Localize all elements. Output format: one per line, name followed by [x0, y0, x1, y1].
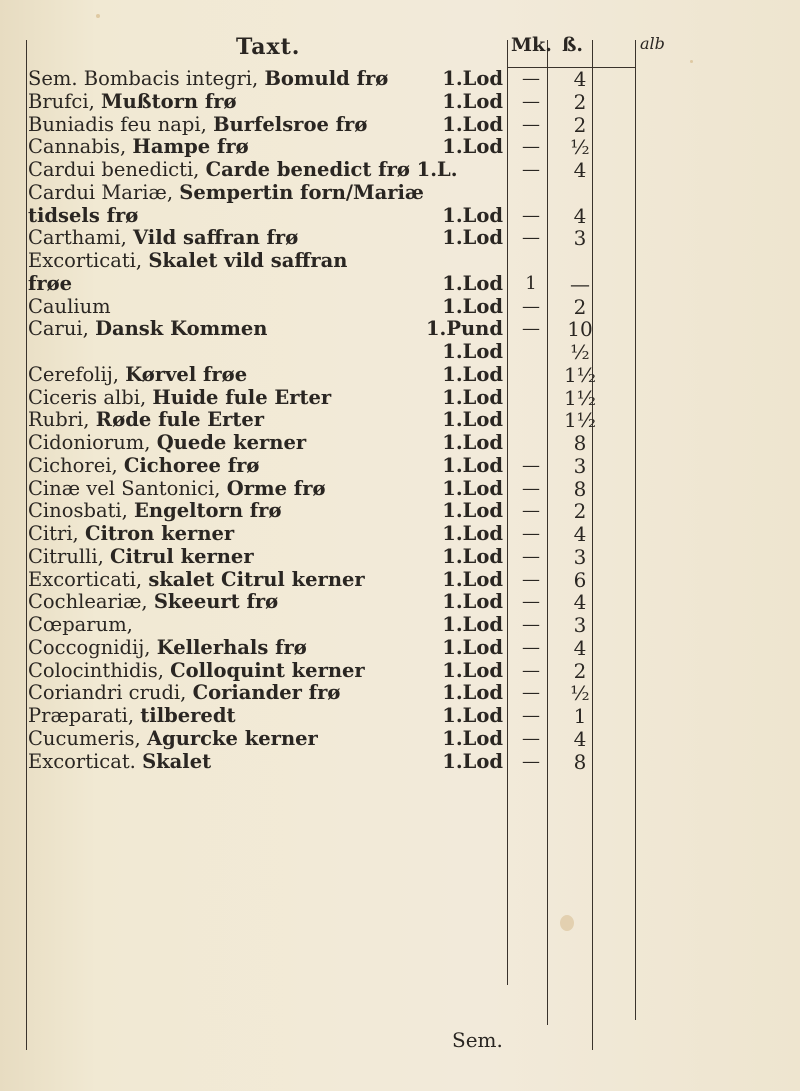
table-row	[28, 317, 593, 342]
vernacular-name: tilberedt	[140, 704, 236, 727]
vernacular-name: skalet Citrul kerner	[148, 567, 365, 591]
vernacular-name: Skeeurt frø	[153, 590, 279, 614]
skilling-value: ½	[570, 681, 590, 706]
mark-value: —	[522, 90, 540, 112]
vernacular-name: Vild saffran frø	[133, 226, 299, 250]
vernacular-name: Skalet	[142, 749, 212, 773]
table-row	[28, 294, 587, 319]
latin-name: Excorticati,	[28, 249, 149, 272]
skilling-value: 4	[573, 522, 587, 546]
entry-name	[28, 591, 278, 614]
entry-name	[28, 273, 72, 296]
unit-measure: 1.Lod	[442, 67, 503, 90]
vernacular-name: Røde fule Erter	[95, 408, 265, 432]
vernacular-name: Sempertin forn/Mariæ	[179, 180, 424, 204]
entry-name	[28, 614, 133, 637]
entry-name	[28, 387, 331, 410]
skilling-value: 2	[573, 294, 587, 319]
latin-name: Præparati,	[28, 704, 141, 727]
vernacular-name: Cichoree frø	[123, 453, 260, 477]
unit-measure: 1.Lod	[442, 567, 503, 591]
table-row	[28, 658, 587, 683]
latin-name: Sem. Bombacis integri,	[28, 67, 265, 90]
mark-value: —	[522, 113, 540, 135]
latin-name: Cerefolij,	[28, 362, 126, 386]
mark-value: —	[522, 659, 540, 681]
entry-name	[28, 182, 424, 205]
paper-speckle	[690, 60, 693, 63]
table-row	[28, 431, 587, 455]
skilling-value: 2	[573, 89, 587, 114]
table-row	[28, 67, 587, 91]
table-row	[28, 271, 590, 296]
column-rule-4	[635, 40, 636, 1020]
skilling-value: 8	[573, 476, 587, 501]
unit-measure: 1.Lod	[442, 613, 503, 636]
entry-name	[28, 546, 254, 569]
vernacular-name: Hampe frø	[132, 135, 249, 159]
unit-measure: 1.Lod	[442, 704, 503, 727]
unit-measure: 1.Lod	[442, 340, 503, 363]
entry-name	[28, 296, 111, 319]
unit-measure: 1.Lod	[442, 362, 503, 386]
entry-name	[28, 227, 298, 250]
skilling-value: 3	[573, 544, 587, 569]
latin-name: Cardui benedicti,	[28, 158, 206, 181]
mark-value: —	[522, 727, 540, 749]
unit-measure: 1.Lod	[442, 431, 503, 454]
latin-name: Excorticati,	[28, 567, 149, 591]
mark-value: —	[522, 500, 540, 522]
mark-value: —	[522, 159, 540, 180]
table-row	[28, 681, 590, 706]
latin-name: Caulium	[28, 294, 111, 318]
entry-name	[28, 159, 458, 182]
entry-name	[28, 682, 340, 705]
mark-value: —	[522, 523, 540, 544]
unit-measure: 1.Lod	[442, 590, 503, 614]
table-row	[28, 250, 507, 273]
latin-name: Brufci,	[28, 89, 101, 113]
entry-name	[28, 432, 306, 455]
column-rule-1	[507, 40, 508, 985]
entry-name	[28, 569, 365, 592]
entry-name	[28, 660, 365, 683]
entry-name	[28, 478, 325, 501]
mark-value: —	[522, 204, 540, 226]
latin-name: Cœparum,	[28, 613, 133, 636]
mark-value: —	[522, 568, 540, 590]
skilling-value: 2	[573, 112, 587, 137]
mark-value: —	[522, 636, 540, 658]
mark-value: —	[522, 750, 540, 772]
skilling-value: 8	[573, 431, 587, 455]
entry-name	[28, 205, 138, 228]
mark-value: —	[522, 68, 540, 89]
table-row	[28, 453, 587, 478]
column-header-alb: alb	[640, 34, 665, 53]
mark-value: —	[522, 545, 540, 567]
latin-name: Cinosbati,	[28, 499, 135, 523]
entry-name	[28, 705, 235, 728]
latin-name: Cannabis,	[28, 135, 133, 159]
mark-value: —	[522, 227, 540, 249]
skilling-value: 3	[573, 226, 587, 251]
vernacular-name: Citron kerner	[84, 522, 235, 545]
mark-value: —	[522, 705, 540, 726]
vernacular-name: Coriander frø	[192, 681, 341, 705]
entry-name	[28, 250, 347, 273]
skilling-value: 6	[573, 567, 587, 592]
latin-name: Citrulli,	[28, 544, 110, 568]
entry-name	[28, 637, 307, 660]
unit-measure: 1.Lod	[442, 89, 503, 113]
latin-name: Ciceris albi,	[28, 385, 153, 409]
table-row	[28, 362, 597, 387]
vernacular-name: Bomuld frø	[264, 67, 389, 90]
entry-name	[28, 136, 249, 159]
entry-name	[28, 318, 267, 341]
unit-measure: 1.Lod	[442, 476, 503, 500]
mark-value: —	[522, 614, 540, 635]
table-row	[28, 522, 587, 546]
vernacular-name: Colloquint kerner	[170, 658, 365, 682]
entry-name	[28, 751, 211, 774]
entry-name	[28, 728, 318, 751]
table-row	[28, 112, 587, 137]
table-row	[28, 613, 587, 637]
table-row	[28, 544, 587, 569]
mark-value: —	[522, 477, 540, 499]
latin-name: Cichorei,	[28, 453, 124, 477]
entry-name	[28, 455, 259, 478]
mark-value: —	[522, 136, 540, 158]
table-row	[28, 89, 587, 114]
unit-measure: 1.Lod	[442, 294, 503, 318]
skilling-value: 2	[573, 499, 587, 524]
skilling-value: 4	[573, 635, 587, 660]
skilling-value: 1½	[563, 362, 597, 387]
table-row	[28, 749, 587, 774]
unit-measure: 1.Lod	[442, 749, 503, 773]
table-row	[28, 590, 587, 615]
entry-name	[28, 500, 281, 523]
latin-name: Citri,	[28, 522, 85, 545]
vernacular-name: tidsels frø	[28, 203, 139, 227]
latin-name: Coriandri crudi,	[28, 681, 193, 705]
latin-name: Rubri,	[28, 408, 96, 432]
page-title: Taxt.	[236, 34, 301, 60]
vernacular-name: Carde benedict frø 1.L.	[205, 158, 458, 181]
latin-name: Carthami,	[28, 226, 134, 250]
unit-measure: 1.Lod	[442, 658, 503, 682]
skilling-value: 4	[573, 67, 587, 91]
vernacular-name: Orme frø	[226, 476, 326, 500]
latin-name: Excorticat.	[28, 749, 143, 773]
left-margin-rule	[26, 40, 27, 1050]
skilling-value: 4	[573, 203, 587, 228]
table-row	[28, 704, 587, 728]
latin-name: Buniadis feu napi,	[28, 112, 214, 136]
table-row	[28, 158, 587, 182]
table-row	[28, 499, 587, 524]
latin-name: Cardui Mariæ,	[28, 180, 180, 204]
unit-measure: 1.Pund	[425, 317, 503, 341]
unit-measure: 1.Lod	[442, 726, 503, 750]
paper-stain	[560, 915, 574, 931]
table-row	[28, 408, 597, 433]
unit-measure: 1.Lod	[442, 635, 503, 659]
skilling-value: 3	[573, 453, 587, 478]
latin-name: Cidoniorum,	[28, 431, 157, 454]
skilling-value: 4	[573, 158, 587, 182]
vernacular-name: frøe	[28, 271, 73, 295]
skilling-value: 10	[567, 317, 593, 342]
skilling-value: 8	[573, 749, 587, 774]
table-row	[28, 340, 590, 364]
mark-value: —	[522, 591, 540, 613]
table-row	[28, 476, 587, 501]
entry-name	[28, 364, 247, 387]
mark-value: 1	[525, 272, 537, 294]
vernacular-name: Huide fule Erter	[152, 385, 332, 409]
latin-name: Cochleariæ,	[28, 590, 154, 614]
mark-value: —	[522, 454, 540, 476]
vernacular-name: Engeltorn frø	[134, 499, 282, 523]
unit-measure: 1.Lod	[442, 226, 503, 250]
unit-measure: 1.Lod	[442, 385, 503, 409]
skilling-value: ½	[570, 340, 590, 364]
column-header-mark: Mk.	[511, 34, 552, 56]
skilling-value: ½	[570, 135, 590, 160]
table-row	[28, 226, 587, 251]
skilling-value: —	[570, 271, 590, 296]
vernacular-name: Mußtorn frø	[100, 89, 237, 113]
unit-measure: 1.Lod	[442, 499, 503, 523]
unit-measure: 1.Lod	[442, 112, 503, 136]
vernacular-name: Agurcke kerner	[146, 726, 318, 750]
unit-measure: 1.Lod	[442, 203, 503, 227]
latin-name: Cinæ vel Santonici,	[28, 476, 227, 500]
mark-value: —	[522, 295, 540, 317]
vernacular-name: Quede kerner	[156, 431, 307, 454]
table-row	[28, 182, 507, 205]
latin-name: Coccognidij,	[28, 635, 157, 659]
table-row	[28, 135, 590, 160]
unit-measure: 1.Lod	[442, 408, 503, 432]
skilling-value: 4	[573, 726, 587, 751]
catchword: Sem.	[452, 1028, 503, 1052]
skilling-value: 1½	[563, 408, 597, 433]
vernacular-name: Skalet vild saffran	[148, 249, 348, 272]
entry-name	[28, 91, 237, 114]
mark-value: —	[522, 318, 540, 340]
table-row	[28, 635, 587, 660]
vernacular-name: Kellerhals frø	[156, 635, 307, 659]
vernacular-name: Citrul kerner	[109, 544, 254, 568]
table-row	[28, 385, 597, 410]
latin-name: Carui,	[28, 317, 96, 341]
skilling-value: 4	[573, 590, 587, 615]
table-row	[28, 203, 587, 228]
skilling-value: 3	[573, 613, 587, 637]
unit-measure: 1.Lod	[442, 544, 503, 568]
unit-measure: 1.Lod	[442, 135, 503, 159]
skilling-value: 1	[573, 704, 587, 728]
skilling-value: 1½	[563, 385, 597, 410]
entry-name	[28, 68, 388, 91]
unit-measure: 1.Lod	[442, 681, 503, 705]
table-row	[28, 567, 587, 592]
latin-name: Cucumeris,	[28, 726, 147, 750]
vernacular-name: Dansk Kommen	[95, 317, 268, 341]
paper-speckle	[96, 14, 100, 18]
vernacular-name: Kørvel frøe	[125, 362, 248, 386]
unit-measure: 1.Lod	[442, 271, 503, 295]
skilling-value: 2	[573, 658, 587, 683]
latin-name: Colocinthidis,	[28, 658, 171, 682]
unit-measure: 1.Lod	[442, 522, 503, 545]
table-row	[28, 726, 587, 751]
mark-value: —	[522, 682, 540, 704]
unit-measure: 1.Lod	[442, 453, 503, 477]
entry-name	[28, 114, 367, 137]
column-header-skilling: ß.	[562, 34, 584, 56]
entry-name	[28, 409, 264, 432]
entry-name	[28, 523, 234, 546]
vernacular-name: Burfelsroe frø	[213, 112, 368, 136]
